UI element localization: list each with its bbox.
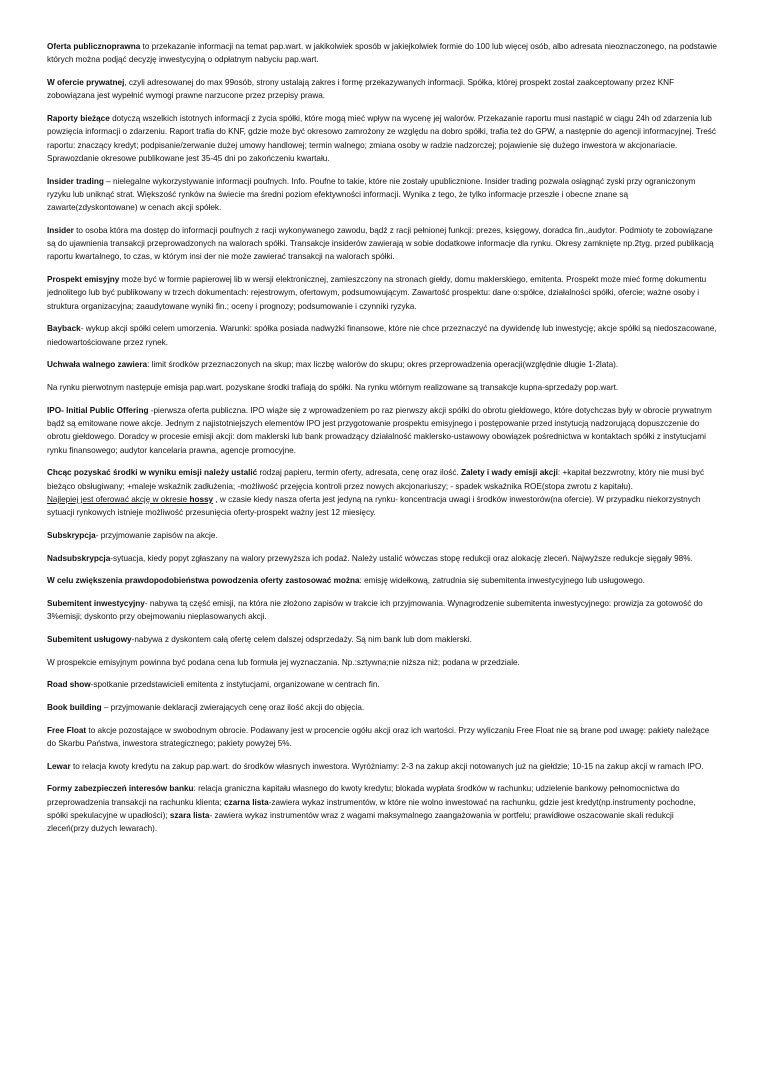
term-heading: W ofercie prywatnej	[47, 77, 125, 87]
paragraph-p5	[47, 224, 717, 264]
paragraph-p10	[47, 404, 717, 457]
paragraph-text: , w czasie kiedy nasza oferta jest jedyną na rynku- koncentracja uwagi i środków inwestorów(na ofercie). W przypadku niekorzystnych sytuacji rynkowych istnieje możliwość przesunięcia oferty-prospekt ważny jest 12 miesięcy.	[47, 494, 701, 518]
paragraph-text: : +kapitał bezzwrotny, który nie musi być bieżąco obsługiwany; +maleje wskaźnik zadłużenia; -możliwość przejęcia kontroli przez nowych akcjonariuszy; - spadek wskaźnika ROE(stopa zwrotu z kapitału).	[47, 468, 705, 491]
paragraph-text: -pierwsza oferta publiczna. IPO wiąże się z wprowadzeniem po raz pierwszy akcji spółki do obrotu giełdowego, które dotychczas były w obrocie prywatnym bądź są emitowane nowe akcje. Jednym z najistotniejszych elementów IPO jest przygotowanie prospektu emisyjnego i postępowanie przed instytucją nadzorującą dopuszczenie do obrotu giełdowego. Doradcy w procesie emisji akcji: dom maklerski lub bank prowadzący działalność maklersko-ustawowy obowiązek pośrednictwa w kontaktach spółki z instytucjami rynku finansowego; audytor kancelaria prawna, agencje promocyjne.	[47, 405, 712, 455]
paragraph-p18	[47, 678, 717, 691]
paragraph-p15	[47, 597, 717, 624]
paragraph-text: - przyjmowanie zapisów na akcje.	[95, 530, 218, 540]
term-heading: Insider	[47, 225, 74, 235]
paragraph-text: -zawiera wykaz instrumentów, w które nie wolno inwestować na rachunku, gdzie jest kredyt(np.instrumenty pochodne, spółki spekulacyjne w upadłości);	[47, 797, 696, 820]
paragraph-text: Na rynku pierwotnym następuje emisja pap.wart. pozyskane środki trafiają do spółki. Na rynku wtórnym realizowane są transakcje kupna-sprzedaży pop.wart.	[47, 383, 619, 393]
paragraph-p19	[47, 701, 717, 714]
paragraph-text: – nielegalne wykorzystywanie informacji poufnych. Info. Poufne to takie, które nie zostały upublicznione. Insider trading pozwala osiągnąć zyski przy ograniczonym ryzyku lub uniknąć strat. Większość rynków na świecie ma średni poziom efektywności informacji. Wynika z tego, że tylko informacje przeszłe i obecne znane są zawarte(zdyskontowane) w cenach akcji spółek.	[47, 176, 696, 213]
paragraph-text: -spotkanie przedstawicieli emitenta z instytucjami, organizowane w centrach fin.	[90, 680, 380, 690]
paragraph-text: to akcje pozostające w swobodnym obrocie. Podawany jest w procencie ogółu akcji oraz ich wartości. Przy wyliczaniu Free Float nie są brane pod uwagę: pakiety należące do Skarbu Państwa, inwestora strategicznego; pakiety powyżej 5%.	[47, 725, 710, 748]
paragraph-p2	[47, 76, 717, 103]
paragraph-text: rodzaj papieru, termin oferty, adresata, cenę oraz ilość.	[257, 468, 461, 478]
paragraph-p13	[47, 552, 717, 565]
paragraph-text: - zawiera wykaz instrumentów wraz z wagami maksymalnego zaangażowania w portfelu; prawidłowe oszacowanie skali redukcji zleceń(przy dużych lewarach).	[47, 810, 674, 834]
term-heading: W celu zwiększenia prawdopodobieństwa powodzenia oferty zastosować można	[47, 576, 360, 586]
paragraph-p8	[47, 358, 717, 371]
paragraph-text: : relacja graniczna kapitału własnego do kwoty kredytu; blokada wypłata środków w rachunku; udzielenie bankowy pełnomocnictwa do przeprowadzenia transakcji na rachunku klienta;	[47, 784, 680, 807]
paragraph-p20	[47, 724, 717, 751]
paragraph-text: – przyjmowanie deklaracji zwierających cenę oraz ilość akcji do objęcia.	[101, 703, 365, 713]
term-heading: Subemitent inwestycyjny	[47, 598, 145, 608]
term-heading: Subskrypcja	[47, 530, 96, 540]
paragraph-text: , czyli adresowanej do max 99osób, strony ustalają zakres i formę przekazywanych informacji. Spółka, której prospekt został zaakceptowany przez KNF zobowiązana jest wypełnić wymogi prawne narzucone przez przepisy prawa.	[47, 77, 675, 101]
paragraph-p3	[47, 112, 717, 165]
term-heading: Formy zabezpieczeń interesów banku	[47, 784, 194, 794]
paragraph-text: to osoba która ma dostęp do informacji poufnych z racji wykonywanego zawodu, bądź z racji pełnionej funkcji: prezes, księgowy, doradca fin.,audytor. Podmioty te zobowiązane są do ujawnienia transakcji przeprowadzonych na walorach spółki. Transakcje insiderów zawierają w sobie dodatkowe informacje dla rynku. Okresy zamknięte np.2tyg. przed publikacją raportu kwartalnego, to czas, w którym insi der nie może zawierać transakcji na walorach spółki.	[47, 225, 714, 262]
term-heading: szara lista	[169, 810, 210, 820]
paragraph-p7	[47, 322, 717, 349]
paragraph-p1	[47, 40, 717, 67]
term-heading: Road show	[47, 680, 91, 690]
paragraph-p21	[47, 760, 717, 773]
paragraph-p17	[47, 656, 717, 669]
term-heading: Nadsubskrypcja	[47, 553, 111, 563]
term-heading: Bayback	[47, 324, 81, 334]
term-heading: Prospekt emisyjny	[47, 275, 120, 285]
paragraph-p9	[47, 381, 717, 394]
paragraph-p6	[47, 273, 717, 313]
term-heading: Zalety i wady emisji akcji	[460, 468, 558, 478]
paragraph-p11	[47, 466, 717, 519]
paragraph-text: - wykup akcji spółki celem umorzenia. Warunki: spółka posiada nadwyżki finansowe, które nie chce przeznaczyć na dywidendę lub inwestycję; akcje spółki są niedoszacowane, niedowartościowane przez rynek.	[47, 324, 717, 347]
term-heading: Lewar	[47, 761, 71, 771]
term-heading: hossy	[189, 494, 214, 504]
term-heading: Insider trading	[47, 176, 104, 186]
paragraph-text: W prospekcie emisyjnym powinna być podana cena lub formuła jej wyznaczania. Np.:sztywna;nie niższa niż; podana w przedziale.	[47, 657, 520, 667]
document-page	[47, 40, 717, 845]
term-heading: Free Float	[47, 725, 87, 735]
term-heading: IPO- Initial Public Offering	[47, 405, 149, 415]
paragraph-text: to relacja kwoty kredytu na zakup pap.wart. do środków własnych inwestora. Wyróżniamy: 2-3 na zakup akcji notowanych już na giełdzie; 10-15 na zakup akcji w ramach IPO.	[70, 761, 704, 771]
term-heading: Raporty bieżące	[47, 113, 110, 123]
paragraph-text: dotyczą wszelkich istotnych informacji z życia spółki, które mogą mieć wpływ na wycenę jej walorów. Przekazanie raportu musi nastąpić w ciągu 24h od zdarzenia lub powzięcia informacji o zdarzeniu. Raport trafia do KNF, gdzie może być okresowo zamrożony ze względu na dobro spółki, trafia też do GPW, a następnie do agencji informacyjnej. Treść raportu: znaczący kredyt; podpisanie/zerwanie dużej umowy handlowej; termin walnego; zmiana osoby w radzie nadzorczej; pojawienie się dużego inwestora w akcjonariacie. Sprawozdanie okresowe publikowane jest 35-45 dni po zakończeniu kwartału.	[47, 113, 716, 163]
paragraph-p14	[47, 574, 717, 587]
paragraph-text: : limit środków przeznaczonych na skup; max liczbę walorów do skupu; okres przeprowadzenia operacji(względnie długie 1-2lata).	[147, 360, 619, 370]
paragraph-text: może być w formie papierowej lib w wersji elektronicznej, zamieszczony na stronach giełdy, domu maklerskiego, emitenta. Prospekt może mieć formę dokumentu jednolitego lub być publikowany w trzech dokumentach: rejestrowym, ofertowym, podsumowującym. Zawartość prospektu: dane o:spółce, działalności spółki, ofercie; ważne osoby i struktura organizacyjna; zaaudytowane wyniki fin.; oceny i prognozy; podsumowanie i czynniki ryzyka.	[47, 275, 707, 311]
paragraph-text: Najlepiej jest oferować akcję w okresie	[47, 494, 190, 504]
paragraph-text: -nabywa z dyskontem całą ofertę celem dalszej odsprzedaży. Są nim bank lub dom maklerski.	[131, 634, 472, 644]
paragraph-p16	[47, 633, 717, 646]
term-heading: czarna lista	[224, 797, 269, 807]
paragraph-p4	[47, 175, 717, 215]
term-heading: Uchwała walnego zawiera	[47, 360, 148, 370]
paragraph-text: - nabywa tą część emisji, na która nie złożono zapisów w trakcie ich przyjmowania. Wynagrodzenie subemitenta inwestycyjnego: prowizja za gotowość do 3%emisji; dyskonto przy obejmowaniu nieplasowanych akcji.	[47, 598, 703, 622]
term-heading: Book building	[47, 703, 102, 713]
term-heading: Chcąc pozyskać środki w wyniku emisji należy ustalić	[47, 468, 258, 478]
paragraph-text: : emisję widełkową, zatrudnia się subemitenta inwestycyjnego lub usługowego.	[359, 576, 645, 586]
term-heading: Oferta publicznoprawna	[47, 42, 141, 51]
paragraph-p12	[47, 529, 717, 542]
term-heading: Subemitent usługowy	[47, 634, 132, 644]
paragraph-text: -sytuacja, kiedy popyt zgłaszany na walory przewyższa ich podaż. Należy ustalić wówczas stopę redukcji oraz alokację zleceń. Najwyższe redukcje sięgały 98%.	[110, 553, 693, 563]
paragraph-p22	[47, 782, 717, 835]
paragraph-text: to przekazanie informacji na temat pap.wart. w jakikolwiek sposób w jakiejkolwiek formie do 100 lub więcej osób, albo adresata nieoznaczonego, na podstawie których można podjąć decyzję inwestycyjną o odpłatnym nabyciu pap.wart.	[47, 42, 717, 65]
